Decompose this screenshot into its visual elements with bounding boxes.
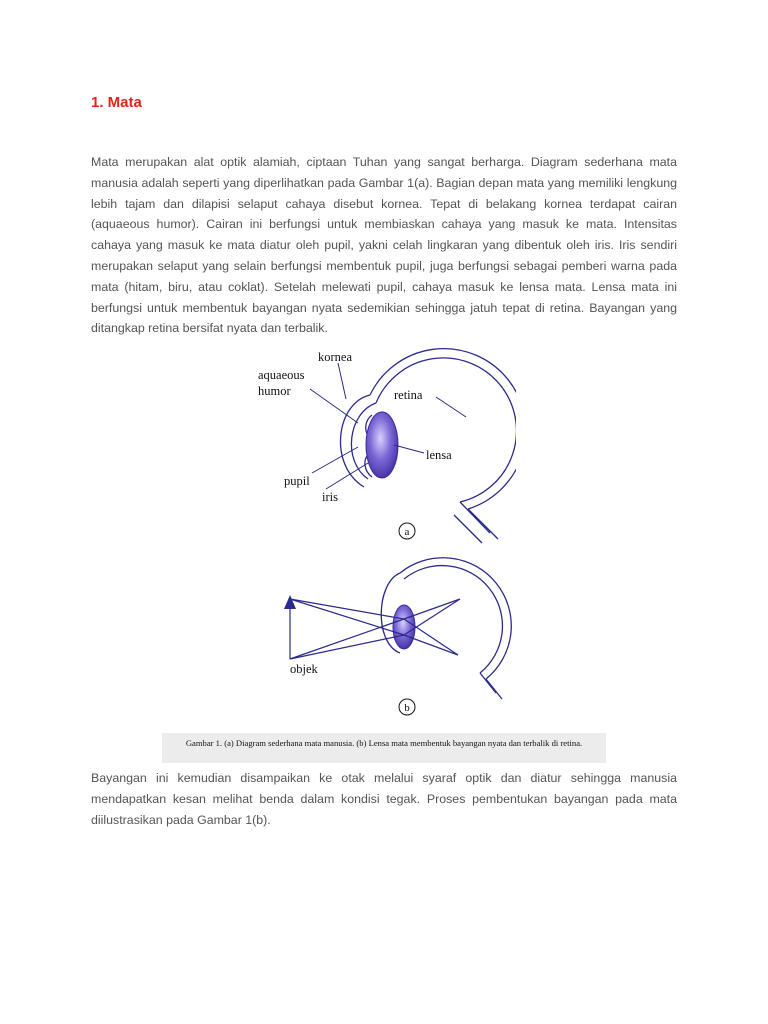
pupil-pointer [312, 447, 358, 473]
section-heading: 1. Mata [91, 94, 142, 111]
retina-pointer [436, 397, 466, 417]
light-rays [290, 599, 460, 659]
label-objek: objek [290, 662, 318, 676]
label-pupil: pupil [284, 474, 310, 488]
lensa-pointer [394, 445, 424, 453]
paragraph-followup: Bayangan ini kemudian disampaikan ke otak melalui syaraf optik dan diatur sehingga manusia mendapatkan kesan melihat benda dalam kondisi tegak. Proses pembentukan bayangan pada mata diilustrasikan pada Gambar 1(b). [91, 771, 677, 827]
label-a: a [404, 526, 410, 538]
label-humor: humor [258, 384, 291, 398]
lens-shape-b [393, 605, 415, 649]
lens-shape-a [366, 412, 398, 478]
eye-diagram-figure [254, 337, 516, 733]
label-kornea: kornea [318, 350, 353, 364]
label-b: b [404, 702, 410, 714]
paragraph-intro: Mata merupakan alat optik alamiah, ciptaan Tuhan yang sangat berharga. Diagram sederhana mata manusia adalah seperti yang diperlihatkan pada Gambar 1(a). Bagian depan mata yang memiliki lengkung lebih tajam dan dilapisi selaput cahaya disebut kornea. Tepat di belakang kornea terdapat cairan (aquaeous humor). Cairan ini berfungsi untuk membiaskan cahaya yang masuk ke mata. Intensitas cahaya yang masuk ke mata diatur oleh pupil, yakni celah lingkaran yang dibentuk oleh iris. Iris sendiri merupakan selaput yang selain berfungsi membentuk pupil, juga berfungsi sebagai pemberi warna pada mata (hitam, biru, atau coklat). Setelah melewati pupil, cahaya masuk ke lensa mata. Lensa mata ini berfungsi untuk membentuk bayangan nyata sedemikian sehingga jatuh tepat di retina. Bayangan yang ditangkap retina bersifat nyata dan terbalik. [91, 155, 677, 336]
label-iris: iris [322, 490, 338, 504]
kornea-pointer [338, 363, 346, 399]
aquaeous-pointer [310, 389, 358, 423]
label-retina: retina [394, 388, 423, 402]
figure-caption: Gambar 1. (a) Diagram sederhana mata manusia. (b) Lensa mata membentuk bayangan nyata dan terbalik di retina. [185, 738, 583, 748]
label-aquaeous: aquaeous [258, 368, 305, 382]
object-arrowhead [284, 595, 296, 609]
label-lensa: lensa [426, 448, 452, 462]
